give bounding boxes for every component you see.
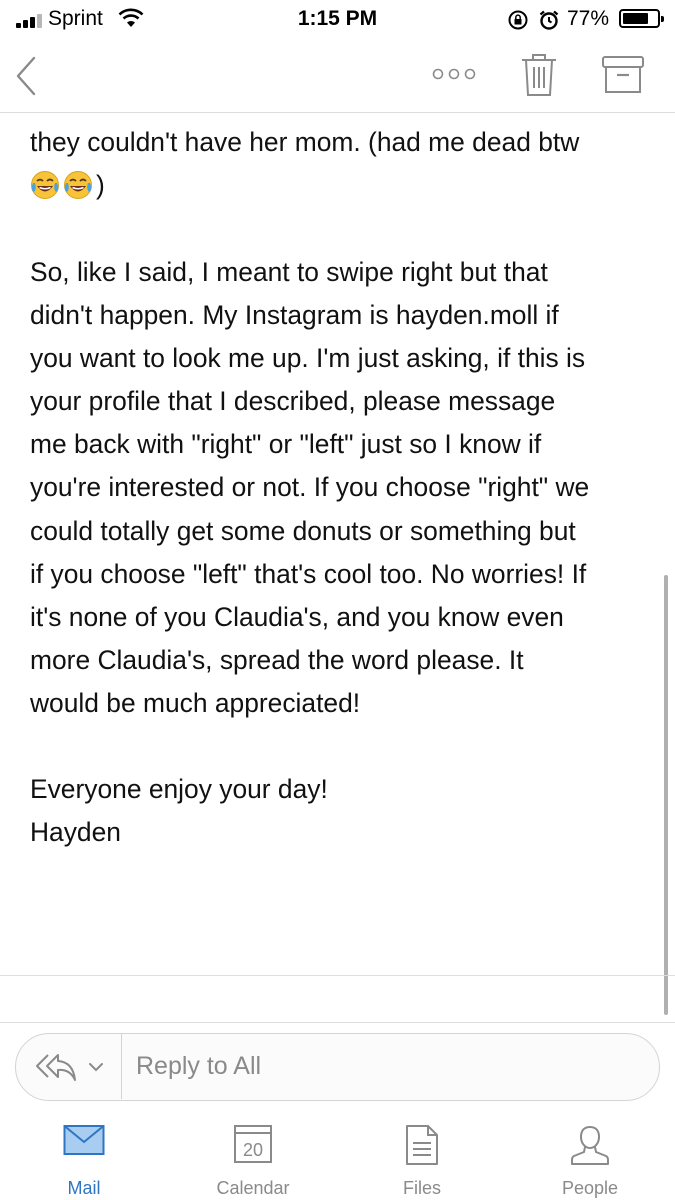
message-toolbar xyxy=(0,40,675,113)
status-bar xyxy=(0,0,675,40)
message-line xyxy=(30,164,579,207)
tab-label: Files xyxy=(402,1178,441,1198)
more-dots-icon[interactable] xyxy=(430,64,480,84)
message-body xyxy=(30,112,650,972)
carrier-name: Sprint xyxy=(48,7,103,30)
chevron-down-icon xyxy=(88,1062,104,1072)
tab-people[interactable] xyxy=(530,1115,650,1200)
message-text: ) xyxy=(96,170,105,201)
message-signoff xyxy=(30,768,328,854)
tab-calendar[interactable] xyxy=(193,1115,313,1200)
tab-label: Calendar xyxy=(216,1178,290,1198)
divider xyxy=(0,975,675,976)
sender-signature: Hayden xyxy=(30,817,121,848)
mail-icon xyxy=(63,1123,105,1157)
message-paragraph-1 xyxy=(30,121,579,207)
clock: 1:15 PM xyxy=(297,7,378,30)
divider xyxy=(0,1022,675,1023)
files-icon xyxy=(404,1123,440,1167)
tab-files[interactable] xyxy=(362,1115,482,1200)
battery-icon xyxy=(619,9,660,28)
message-line: if you choose "left" that's cool too. No worries! If xyxy=(30,558,587,589)
rotation-lock-icon xyxy=(507,9,529,31)
message-line: would be much appreciated! xyxy=(30,687,361,718)
battery-percentage: 77% xyxy=(567,7,610,30)
calendar-day: 20 xyxy=(242,1140,264,1160)
message-paragraph-2 xyxy=(30,251,589,725)
tab-label: People xyxy=(561,1178,619,1198)
message-line: you're interested or not. If you choose "right" we xyxy=(30,472,590,503)
alarm-icon xyxy=(538,9,560,31)
trash-icon[interactable] xyxy=(518,52,560,98)
laughing-tears-emoji-icon xyxy=(63,170,93,200)
message-line: more Claudia's, spread the word please. It xyxy=(30,644,524,675)
reply-options-button[interactable] xyxy=(16,1034,122,1099)
archive-icon[interactable] xyxy=(600,54,646,96)
scrollbar[interactable] xyxy=(664,575,668,1015)
reply-all-icon xyxy=(34,1051,78,1083)
back-chevron-icon[interactable] xyxy=(12,54,42,98)
message-line: it's none of you Claudia's, and you know even xyxy=(30,601,564,632)
reply-bar xyxy=(15,1033,660,1101)
message-line: Everyone enjoy your day! xyxy=(30,774,328,804)
message-line: So, like I said, I meant to swipe right but that xyxy=(30,257,548,287)
tab-mail[interactable] xyxy=(24,1115,144,1200)
calendar-icon xyxy=(232,1123,274,1165)
people-icon xyxy=(570,1123,610,1167)
tab-label: Mail xyxy=(67,1178,101,1198)
reply-input[interactable]: Reply to All xyxy=(136,1052,262,1080)
message-line: me back with "right" or "left" just so I know if xyxy=(30,429,542,460)
message-line: could totally get some donuts or something but xyxy=(30,515,576,546)
message-line: didn't happen. My Instagram is hayden.moll if xyxy=(30,300,559,331)
laughing-tears-emoji-icon xyxy=(30,170,60,200)
tab-bar xyxy=(0,1115,675,1200)
message-line: your profile that I described, please message xyxy=(30,386,556,417)
message-line: you want to look me up. I'm just asking, if this is xyxy=(30,343,586,374)
message-line: they couldn't have her mom. (had me dead btw xyxy=(30,127,580,157)
